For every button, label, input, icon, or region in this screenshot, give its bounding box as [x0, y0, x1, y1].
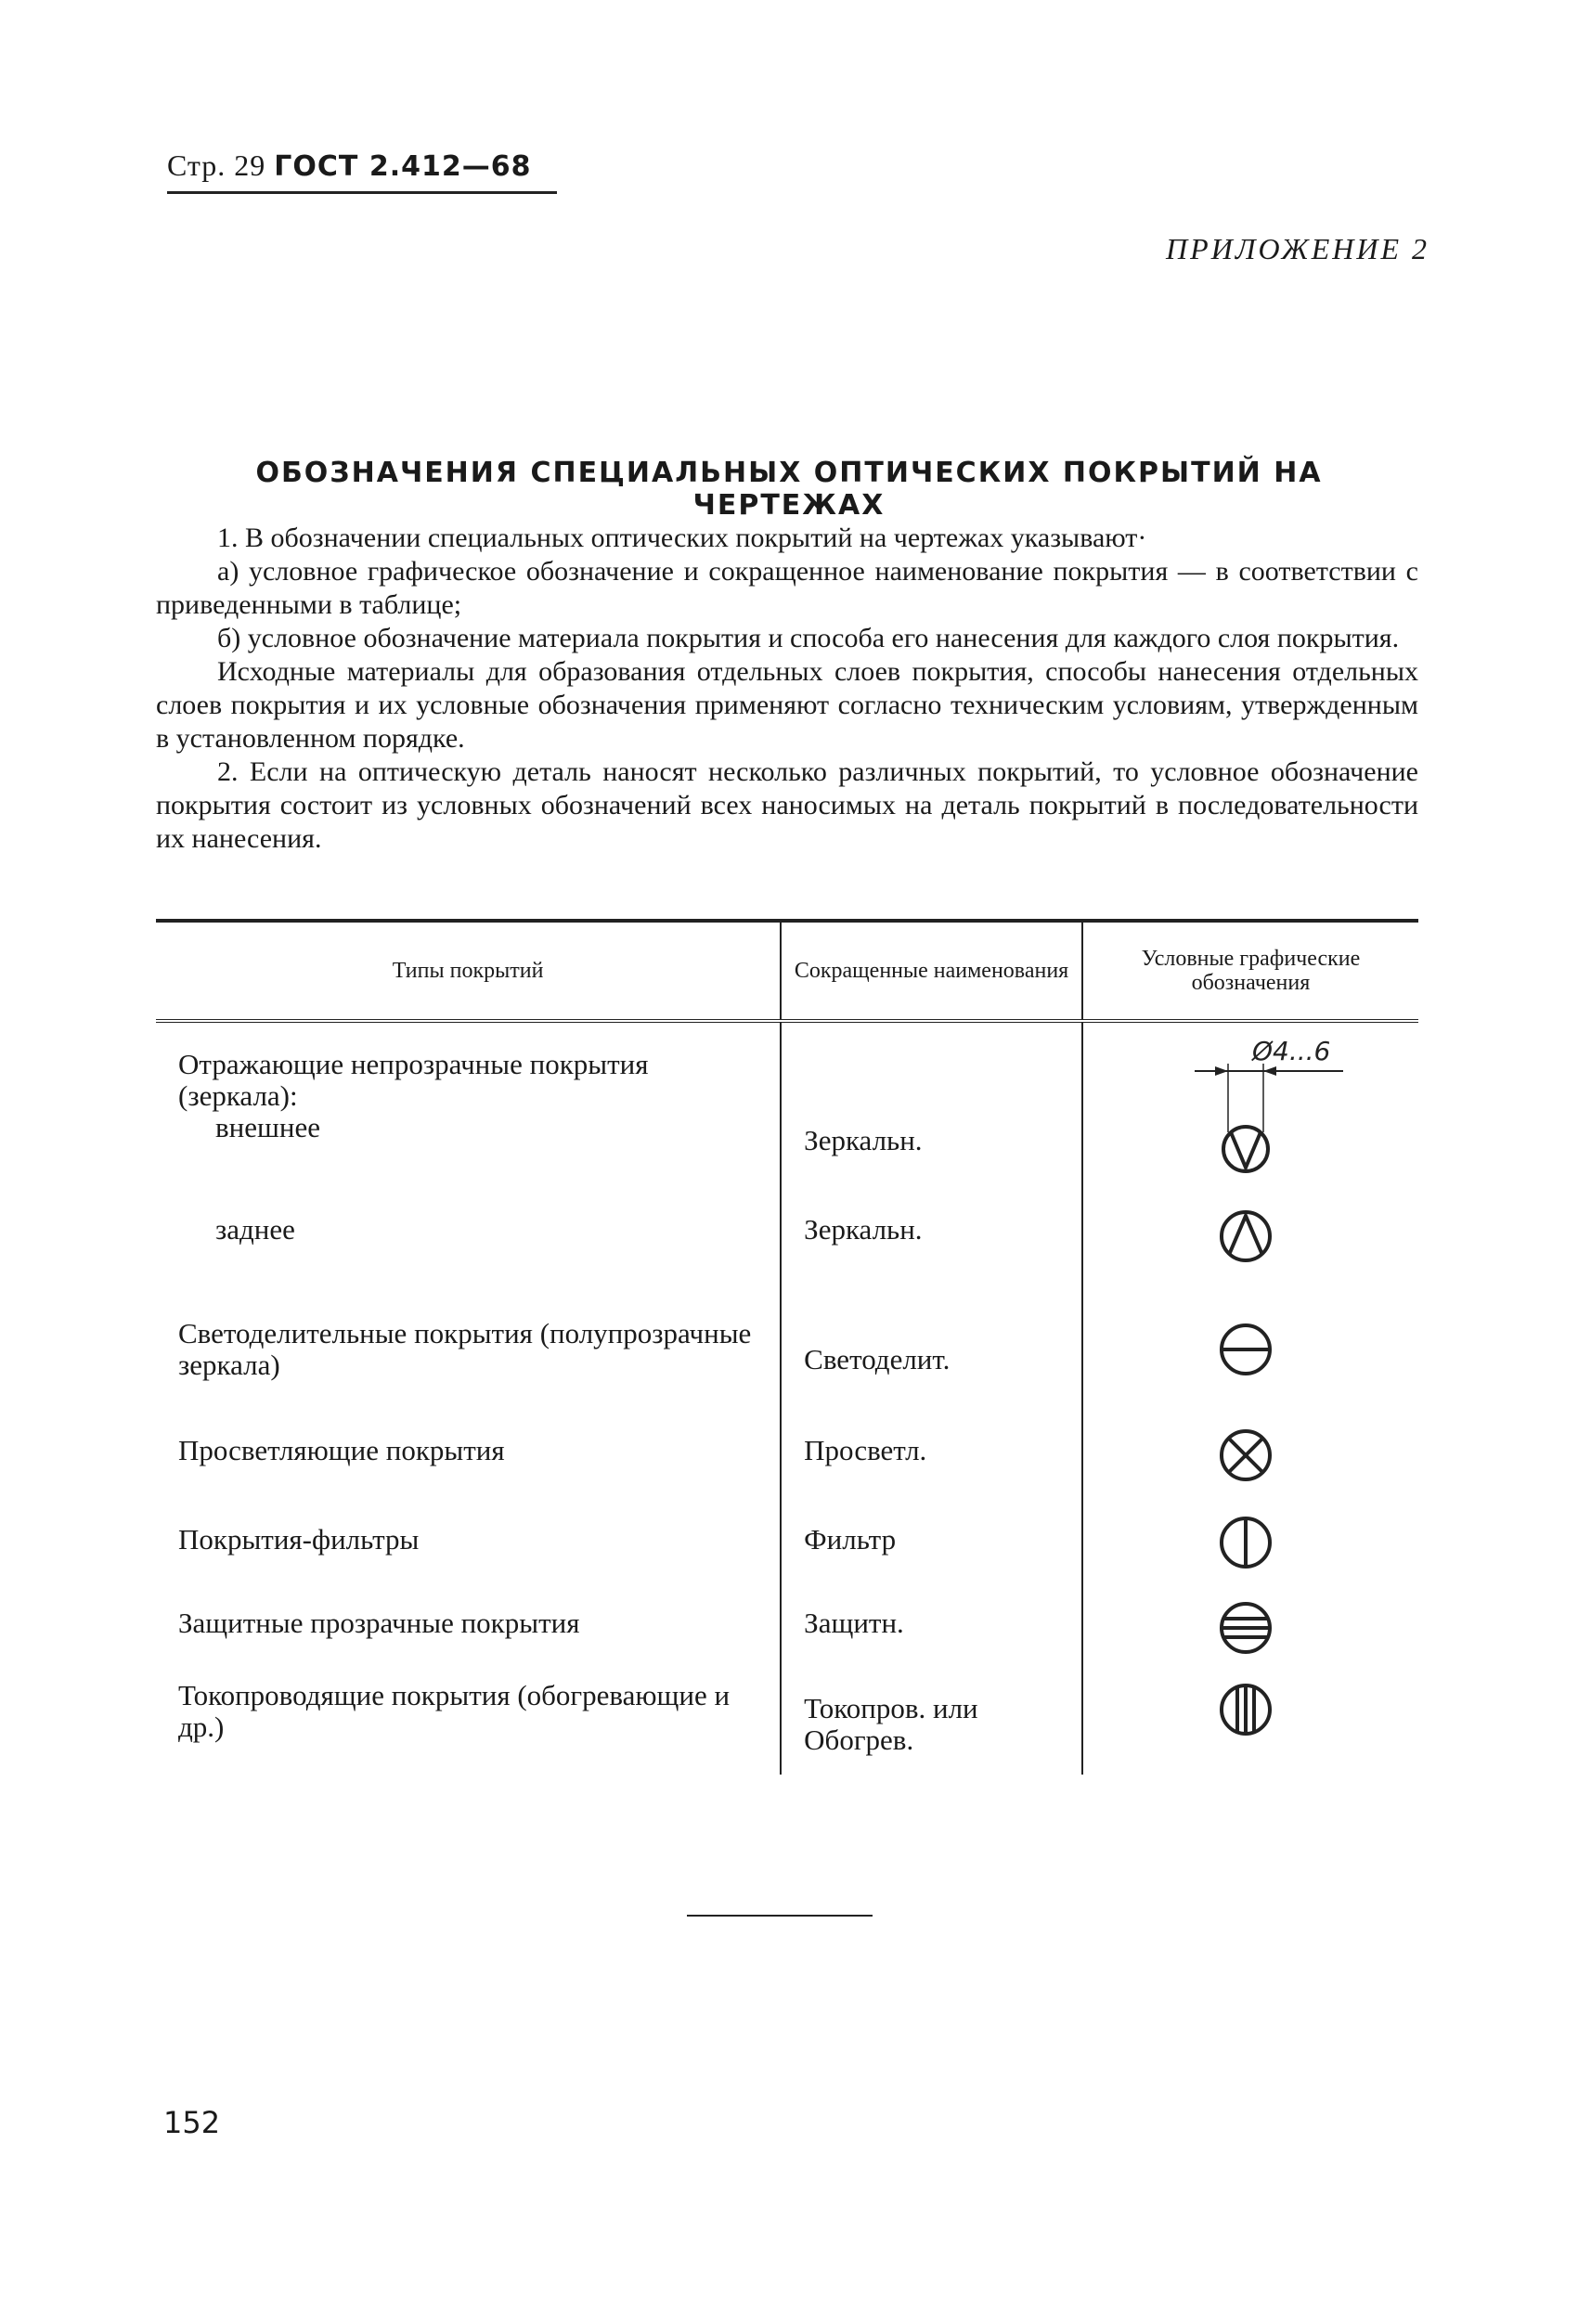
page-number: 152 — [163, 2105, 221, 2140]
header-symbol: Условные графические обозначения — [1082, 921, 1418, 1021]
row-type: внешнее — [215, 1111, 320, 1143]
header-type: Типы покрытий — [156, 921, 781, 1021]
table-header-row — [156, 921, 1418, 1021]
row-abbr: Фильтр — [804, 1523, 897, 1556]
dimension-label: Ø4...6 — [1252, 1036, 1331, 1066]
row-type: Просветляющие покрытия — [178, 1434, 505, 1466]
header-rule — [167, 191, 557, 194]
table-row — [156, 1290, 1418, 1411]
header-abbr: Сокращенные наименования — [781, 921, 1082, 1021]
row-abbr: Светоделит. — [804, 1343, 951, 1375]
table-row — [156, 1411, 1418, 1504]
paragraph: 2. Если на оптическую деталь наносят несколько различных покрытий, то условное обозначение покрытия состоит из условных обозначений всех наносимых на деталь покрытий в последовательности их нанесения. — [156, 756, 1418, 854]
table-row — [156, 1504, 1418, 1589]
row-type: заднее — [215, 1213, 295, 1246]
row-type: Токопроводящие покрытия (обогревающие и др.) — [178, 1679, 731, 1743]
row-abbr: Токопров. или Обогрев. — [804, 1692, 978, 1756]
row-abbr: Зеркальн. — [804, 1124, 923, 1156]
reflective-group-label: Отражающие непрозрачные покрытия (зеркала): — [178, 1048, 649, 1112]
table-row — [156, 1672, 1418, 1775]
row-type: Покрытия-фильтры — [178, 1523, 420, 1556]
table-row — [156, 1589, 1418, 1672]
filter-icon — [1111, 1504, 1390, 1589]
beam-splitter-icon — [1111, 1290, 1390, 1411]
conductive-icon — [1111, 1672, 1390, 1775]
mirror-external-icon — [1111, 1023, 1390, 1194]
row-type: Светоделительные покрытия (полупрозрачные зеркала) — [178, 1317, 752, 1381]
coatings-table — [156, 919, 1418, 1775]
page-header — [167, 148, 531, 183]
table-row — [156, 1194, 1418, 1290]
paragraph: а) условное графическое обозначение и сокращенное наименование покрытия — в соответствии с приведенными в таблице; — [156, 556, 1418, 620]
page-title: ОБОЗНАЧЕНИЯ СПЕЦИАЛЬНЫХ ОПТИЧЕСКИХ ПОКРЫТИЙ НА ЧЕРТЕЖАХ — [255, 457, 1323, 522]
protective-icon — [1111, 1589, 1390, 1672]
row-abbr: Зеркальн. — [804, 1213, 923, 1246]
standard-number: ГОСТ 2.412—68 — [274, 150, 532, 183]
body-text — [156, 522, 1418, 856]
paragraph: 1. В обозначении специальных оптических покрытий на чертежах указывают· — [217, 523, 1147, 553]
footer-rule — [687, 1915, 873, 1917]
paragraph: Исходные материалы для образования отдельных слоев покрытия, способы нанесения отдельных слоев покрытия и их условные обозначения применяют согласно техническим условиям, утвержденным в установленном порядке. — [156, 656, 1418, 754]
antireflection-icon — [1111, 1411, 1390, 1504]
paragraph: б) условное обозначение материала покрытия и способа его нанесения для каждого слоя покрытия. — [217, 623, 1400, 653]
table-row — [156, 1021, 1418, 1194]
mirror-rear-icon — [1111, 1194, 1390, 1290]
page-label: Стр. 29 — [167, 148, 266, 182]
row-abbr: Защитн. — [804, 1607, 904, 1639]
row-abbr: Просветл. — [804, 1434, 927, 1466]
row-type: Защитные прозрачные покрытия — [178, 1607, 580, 1639]
appendix-label: ПРИЛОЖЕНИЕ 2 — [1166, 232, 1429, 265]
